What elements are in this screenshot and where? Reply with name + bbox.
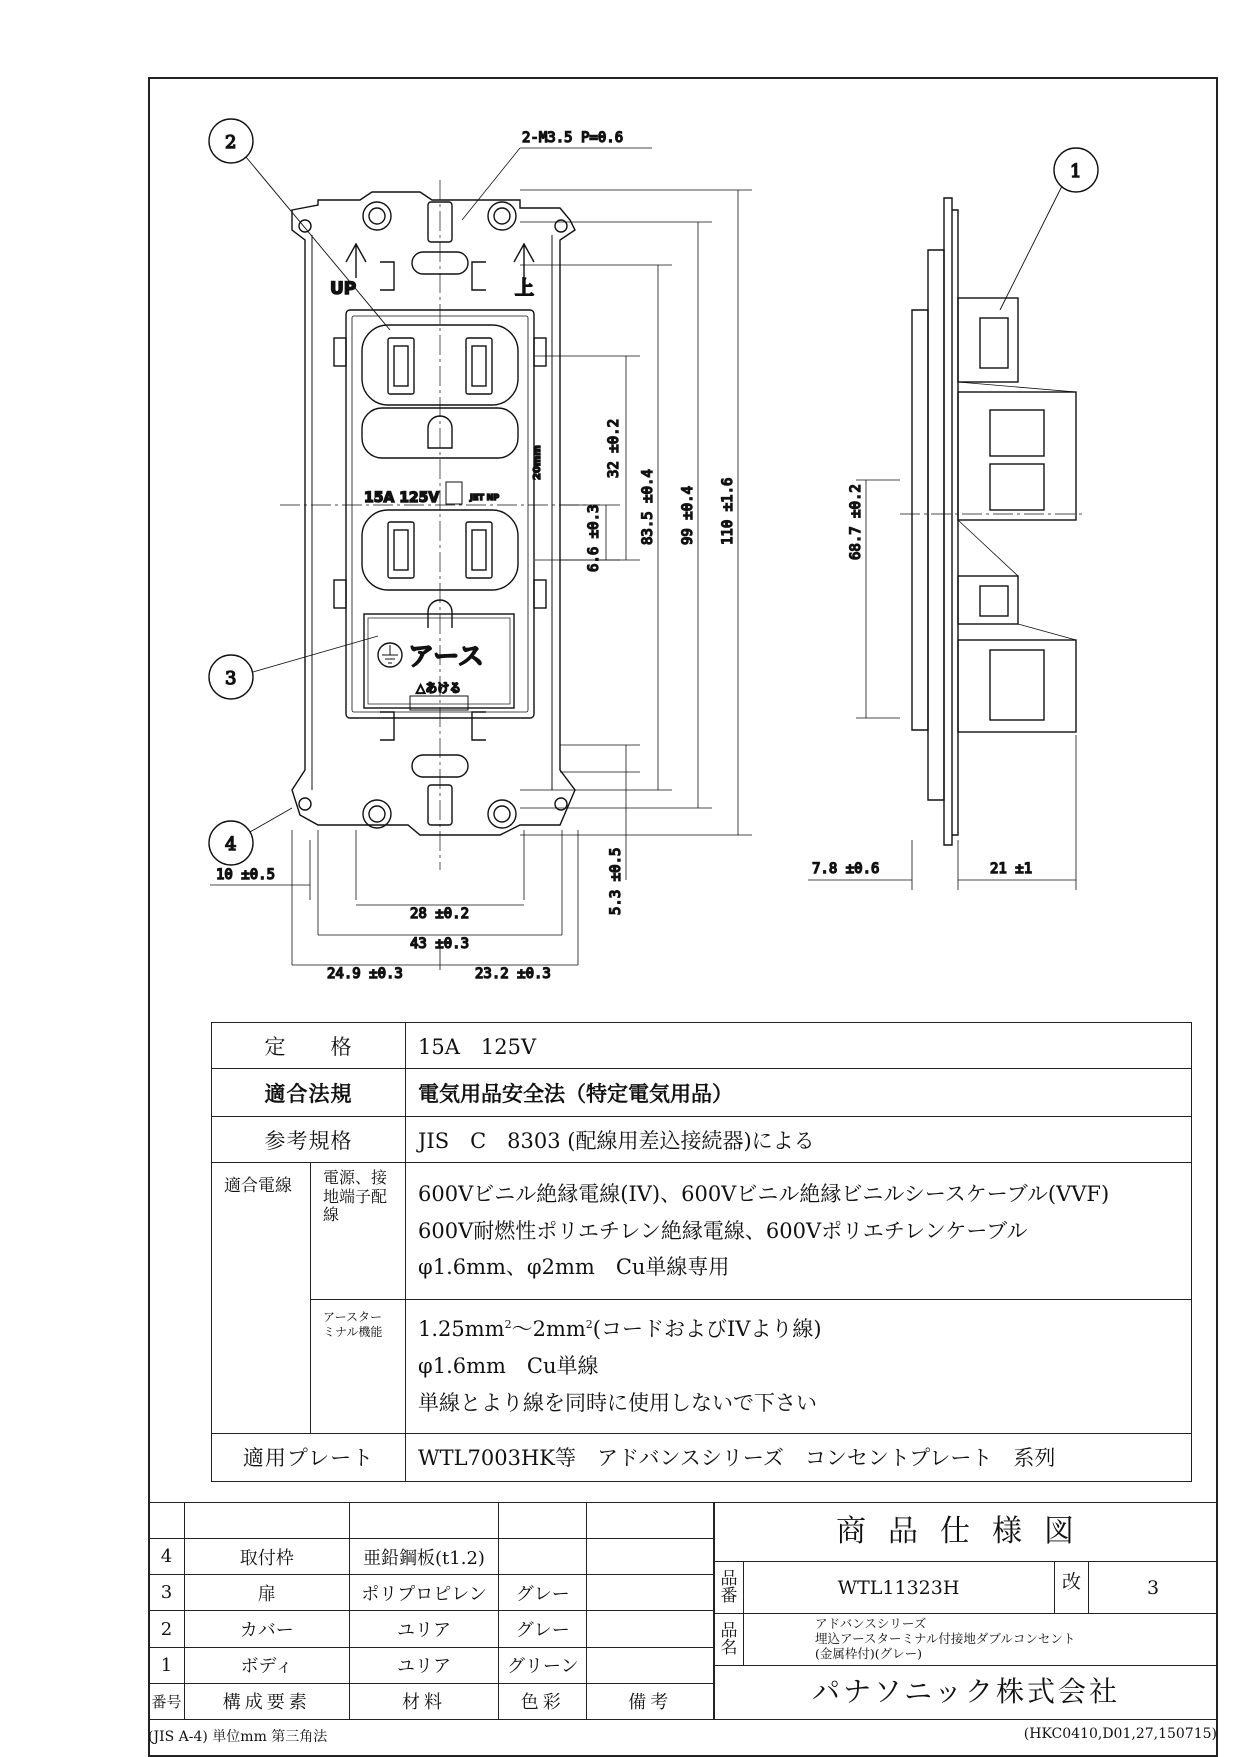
product-name: アドバンスシリーズ 埋込アースターミナル付接地ダブルコンセント (金属枠付)(グレー)	[815, 1616, 1076, 1661]
side-view	[900, 198, 1086, 845]
part-no: WTL11323H	[743, 1562, 1055, 1614]
dim-28: 28 ±0.2	[410, 906, 470, 922]
parts-row-3: 3 扉 ポリプロピレン グレー	[149, 1575, 714, 1611]
part-no-row	[714, 1562, 1218, 1614]
dim-10: 10 ±0.5	[216, 867, 276, 883]
law-value: 電気用品安全法（特定電気用品）	[406, 1069, 1192, 1117]
rev-label: 改	[1055, 1562, 1089, 1614]
thread-note: 2-M3.5 P=0.6	[522, 130, 624, 146]
law-label: 適合法規	[212, 1069, 406, 1117]
footer-left: (JIS A-4) 単位mm 第三角法	[148, 1729, 328, 1745]
dim-21: 21 ±1	[990, 861, 1033, 877]
footer-right: (HKC0410,D01,27,150715)	[1023, 1726, 1217, 1742]
front-dimensions	[210, 190, 752, 970]
name-label: 品名	[715, 1614, 744, 1665]
parts-table	[148, 1502, 714, 1720]
dim-99: 99 ±0.4	[680, 485, 696, 545]
parts-header-row: 番号 構成要素 材料 色彩 備考	[149, 1683, 714, 1719]
wire-label: 適合電線	[212, 1163, 311, 1434]
up-ja-mark: 上	[515, 277, 535, 299]
ref-label: 参考規格	[212, 1117, 406, 1163]
callout-3: 3	[225, 668, 237, 689]
dim-43: 43 ±0.3	[410, 936, 470, 952]
spec-table	[211, 1022, 1192, 1482]
parts-row-2: 2 カバー ユリア グレー	[149, 1611, 714, 1647]
svg-text:JET NP: JET NP	[470, 493, 500, 502]
callout-2: 2	[225, 132, 237, 153]
rating-label: 定 格	[212, 1023, 406, 1069]
dim-23-2: 23.2 ±0.3	[475, 966, 551, 982]
rev: 3	[1146, 1577, 1160, 1599]
power-label: 電源、接地端子配線	[311, 1163, 406, 1299]
earth-mark: アース	[408, 642, 484, 672]
dim-32: 32 ±0.2	[606, 418, 622, 478]
power-line-3: φ1.6mm、φ2mm Cu単線専用	[418, 1255, 730, 1280]
dim-5-3: 5.3 ±0.5	[608, 847, 624, 915]
parts-blank-row	[149, 1503, 714, 1539]
up-en-mark: UP	[330, 279, 357, 299]
front-view	[280, 180, 600, 870]
earth-line-1: $1.25mm^2\sim 2mm^2$(コードおよびIVより線)	[418, 1317, 822, 1342]
company-name: パナソニック株式会社	[714, 1666, 1218, 1720]
strip-mark: 20mm	[532, 445, 543, 480]
ref-value: JIS C 8303 (配線用差込接続器)による	[406, 1117, 1192, 1163]
power-line-1: 600Vビニル絶縁電線(IV)、600Vビニル絶縁ビニルシースケーブル(VVF)	[418, 1181, 1110, 1206]
plate-value: WTL7003HK等 アドバンスシリーズ コンセントプレート 系列	[406, 1433, 1192, 1481]
power-lines	[406, 1163, 1192, 1299]
earth-label: アースターミナル機能	[311, 1299, 406, 1433]
dim-6-6: 6.6 ±0.3	[586, 504, 602, 572]
earth-lines	[406, 1299, 1192, 1433]
title-block	[714, 1502, 1218, 1720]
power-line-2: 600V耐燃性ポリエチレン絶縁電線、600Vポリエチレンケーブル	[418, 1218, 1028, 1243]
callout-1: 1	[1070, 161, 1082, 182]
product-name-row	[714, 1614, 1218, 1666]
parts-row-4: 4 取付枠 亜鉛鋼板(t1.2)	[149, 1539, 714, 1575]
callout-4: 4	[225, 834, 237, 855]
earth-line-3: 単線とより線を同時に使用しないで下さい	[418, 1390, 817, 1415]
rating-value: 15A 125V	[406, 1023, 1192, 1069]
dim-24-9: 24.9 ±0.3	[327, 966, 403, 982]
parts-row-1: 1 ボディ ユリア グリーン	[149, 1647, 714, 1683]
open-mark: △あける	[416, 681, 462, 695]
doc-title: 商品仕様図	[714, 1502, 1218, 1562]
plate-label: 適用プレート	[212, 1433, 406, 1481]
part-no-label: 品番	[715, 1562, 744, 1613]
dim-68-7: 68.7 ±0.2	[848, 484, 864, 560]
dim-7-8: 7.8 ±0.6	[812, 861, 880, 877]
earth-line-2: φ1.6mm Cu単線	[418, 1353, 599, 1378]
rating-mark: 15A 125V	[364, 490, 440, 506]
dim-110: 110 ±1.6	[720, 477, 736, 545]
dim-83-5: 83.5 ±0.4	[640, 469, 656, 545]
